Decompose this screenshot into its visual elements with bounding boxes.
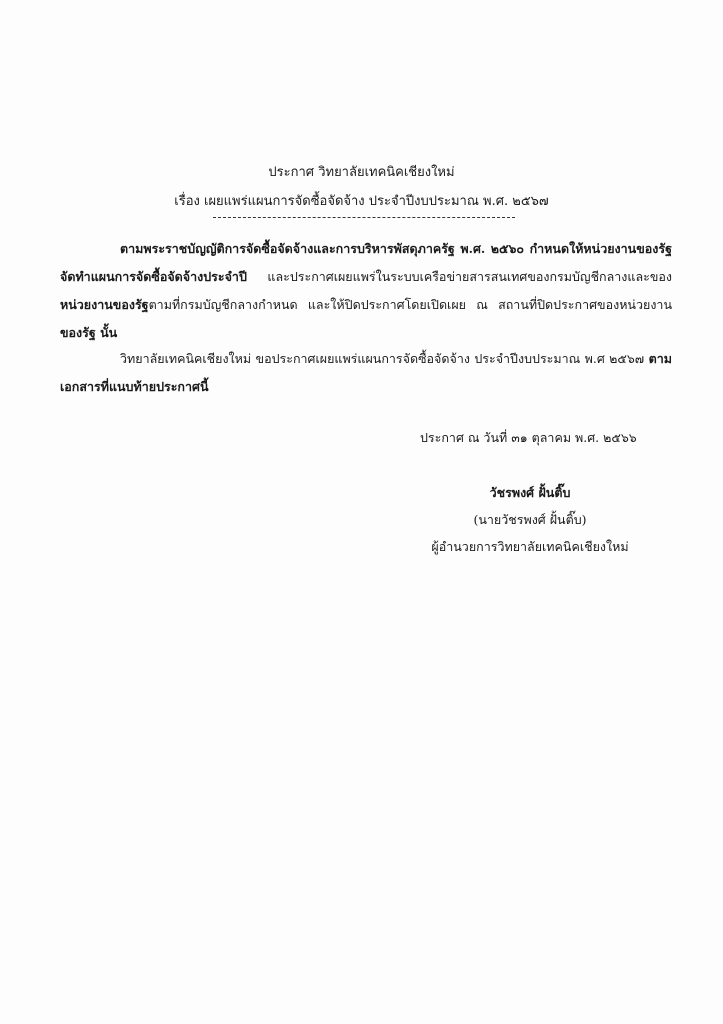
dashed-divider [213, 217, 515, 218]
signature-name: วัชรพงศ์ ฝั้นติ๊บ [489, 485, 571, 500]
paragraph1-bold-2: หน่วยงานของรัฐ [60, 297, 149, 312]
announcement-subject: เรื่อง เผยแพร่แผนการจัดซื้อจัดจ้าง ประจำปีงบประมาณ พ.ศ. ๒๕๖๗ [174, 194, 549, 209]
announcement-title: ประกาศ วิทยาลัยเทคนิคเชียงใหม่ [268, 165, 455, 180]
body-paragraph-1 [60, 235, 672, 347]
paragraph1-bold-1: ตามพระราชบัญญัติการจัดซื้อจัดจ้างและการบริหารพัสดุภาครัฐ พ.ศ. ๒๕๖๐ กำหนดให้หน่วยงานของรัฐจัดทำแผนการจัดซื้อจัดจ้างประจำปี [60, 241, 672, 284]
signature-full-name: (นายวัชรพงศ์ ฝั้นติ๊บ) [473, 512, 587, 527]
body-paragraph-2 [60, 345, 672, 401]
paragraph1-text-1: และประกาศเผยแพร่ในระบบเครือข่ายสารสนเทศของกรมบัญชีกลางและของ [246, 269, 672, 284]
paragraph2-text: วิทยาลัยเทคนิคเชียงใหม่ ขอประกาศเผยแพร่แผนการจัดซื้อจัดจ้าง ประจำปีงบประมาณ พ.ศ ๒๕๖๗ [120, 351, 649, 366]
signature-position: ผู้อำนวยการวิทยาลัยเทคนิคเชียงใหม่ [431, 539, 629, 554]
paragraph1-text-2: ตามที่กรมบัญชีกลางกำหนด และให้ปิดประกาศโดยเปิดเผย ณ สถานที่ปิดประกาศของหน่วยงาน [148, 297, 672, 312]
paragraph2-bold: ตามเอกสารที่แนบท้ายประกาศนี้ [60, 351, 672, 394]
announcement-date: ประกาศ ณ วันที่ ๓๑ ตุลาคม พ.ศ. ๒๕๖๖ [420, 430, 637, 445]
paragraph1-bold-3: ของรัฐ นั้น [60, 325, 118, 340]
